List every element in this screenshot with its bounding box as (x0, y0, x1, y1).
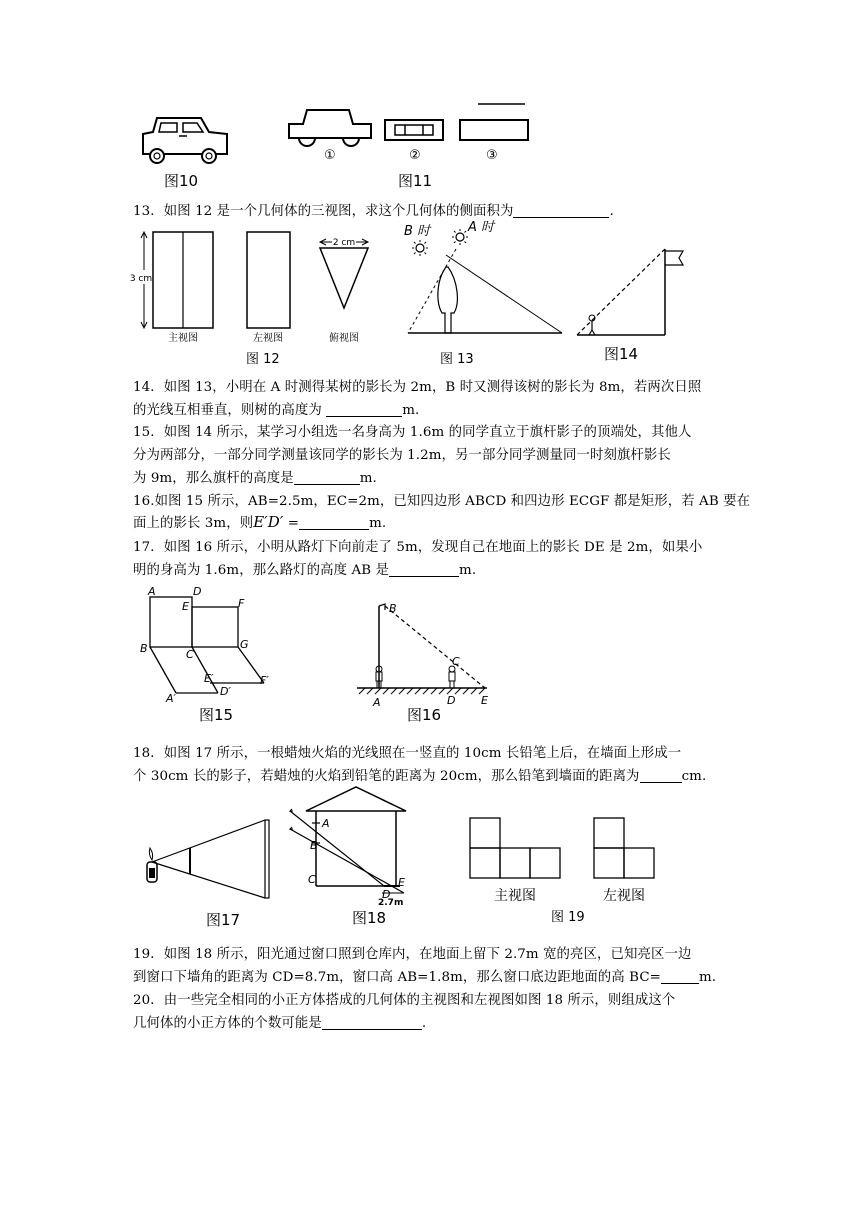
figure-18-label-c: C (308, 873, 316, 886)
figure-16-label-e: E (481, 694, 488, 707)
figure-18-label-e: E (398, 876, 405, 889)
figure-16-label-c: C (452, 655, 460, 668)
sun-icon (452, 229, 468, 245)
figure-15-label-b: B (140, 642, 148, 655)
question-20-line-2: 几何体的小正方体的个数可能是 . (133, 1016, 427, 1031)
question-13: 13．如图 12 是一个几何体的三视图，求这个几何体的侧面积为 . (133, 204, 614, 219)
figure-10-caption: 图10 (164, 172, 199, 190)
question-16-line-1: 16.如图 15 所示，AB=2.5m，EC=2m，已知四边形 ABCD 和四边形 ECGF 都是矩形，若 AB 要在 (133, 494, 751, 509)
question-19-line-1: 19．如图 18 所示，阳光通过窗口照到仓库内，在地面上留下 2.7m 宽的亮区，已知亮区一边 (133, 947, 692, 962)
figure-15-label-c: C (186, 648, 194, 661)
figure-12-front-label: 主视图 (168, 333, 198, 344)
figure-12-width-label: 2 cm (332, 238, 356, 248)
answer-blank-20[interactable] (322, 1015, 422, 1030)
question-17-line-1: 17．如图 16 所示，小明从路灯下向前走了 5m，发现自己在地面上的影长 DE 是 2m，如果小 (133, 540, 703, 555)
figure-18-label-b: B (310, 839, 318, 852)
figure-11-label-1: ① (324, 148, 336, 163)
figure-11-label-3: ③ (486, 148, 498, 163)
figure-16-street-lamp (355, 598, 505, 710)
question-19-line-2: 到窗口下墙角的距离为 CD=8.7m，窗口高 AB=1.8m，那么窗口底边距地面的高 BC= m. (133, 970, 717, 985)
person-icon (449, 666, 455, 688)
figure-12-caption: 图 12 (246, 352, 280, 367)
figure-15-rectangles (138, 585, 288, 705)
figure-12-three-views (130, 228, 400, 350)
question-13-text: 13．如图 12 是一个几何体的三视图，求这个几何体的侧面积为 (133, 204, 514, 219)
figure-15-label-d: D (193, 585, 202, 598)
figure-12-top-label: 俯视图 (329, 333, 359, 344)
sun-icon (412, 240, 428, 256)
figure-15-label-e-prime: E′ (204, 672, 214, 685)
candle-icon (147, 848, 157, 882)
figure-12-left-label: 左视图 (253, 333, 283, 344)
figure-15-label-f: F (238, 597, 245, 610)
figure-10-car (135, 110, 235, 170)
answer-blank-19[interactable] (661, 969, 699, 984)
figure-18-label-a: A (322, 817, 330, 830)
figure-11-caption: 图11 (398, 172, 433, 190)
figure-19-cube-views (466, 816, 666, 906)
question-17-line-2: 明的身高为 1.6m，那么路灯的高度 AB 是 m. (133, 563, 477, 578)
question-18-line-1: 18．如图 17 所示，一根蜡烛火焰的光线照在一竖直的 10cm 长铅笔上后，在墙面上形成一 (133, 746, 682, 761)
question-16-line-2: 面上的影长 3m，则E′D′ = m. (133, 513, 387, 531)
answer-blank-18[interactable] (640, 768, 682, 783)
figure-12-height-label: 3 cm (129, 274, 153, 284)
figure-15-label-a: A (148, 585, 156, 598)
figure-17-caption: 图17 (206, 911, 241, 929)
figure-17-candle (142, 818, 272, 903)
math-e-prime-d-prime: E′D′ (253, 513, 284, 531)
figure-15-label-f-prime: F′ (260, 674, 269, 687)
figure-16-label-d: D (447, 694, 456, 707)
question-15-line-1: 15．如图 14 所示，某学习小组选一名身高为 1.6m 的同学直立于旗杆影子的顶端处，其他人 (133, 425, 692, 440)
answer-blank-14[interactable] (326, 402, 402, 417)
figure-13-caption: 图 13 (440, 352, 474, 367)
question-18-line-2: 个 30cm 长的影子，若蜡烛的火焰到铅笔的距离为 20cm，那么铅笔到墙面的距离为 cm. (133, 769, 707, 784)
question-20-line-1: 20．由一些完全相同的小正方体搭成的几何体的主视图和左视图如图 18 所示，则组成这个 (133, 993, 676, 1008)
figure-16-caption: 图16 (407, 706, 442, 724)
figure-18-dimension: 2.7m (378, 898, 404, 908)
question-14-line-2: 的光线互相垂直，则树的高度为 m. (133, 403, 420, 418)
figure-15-label-e: E (182, 600, 189, 613)
figure-18-warehouse (286, 783, 426, 908)
figure-19-caption: 图 19 (551, 910, 585, 925)
figure-15-label-d-prime: D′ (220, 685, 231, 698)
figure-11-label-2: ② (409, 148, 421, 163)
question-14-line-1: 14．如图 13，小明在 A 时测得某树的影长为 2m，B 时又测得该树的影长为 8m，若两次日照 (133, 380, 702, 395)
figure-15-label-g: G (240, 638, 249, 651)
figure-14-flagpole (575, 245, 685, 340)
figure-13-b-label: B 时 (404, 224, 431, 239)
figure-19-left-label: 左视图 (603, 888, 645, 904)
figure-19-front-label: 主视图 (494, 888, 536, 904)
question-15-line-3: 为 9m，那么旗杆的高度是 m. (133, 471, 377, 486)
figure-16-label-a: A (373, 696, 381, 709)
figure-16-label-b: B (389, 602, 397, 615)
answer-blank-17[interactable] (389, 562, 459, 577)
figure-18-caption: 图18 (352, 909, 387, 927)
figure-14-caption: 图14 (604, 345, 639, 363)
figure-13-tree-shadow (400, 215, 570, 340)
answer-blank-16[interactable] (299, 515, 369, 530)
figure-15-caption: 图15 (199, 706, 234, 724)
figure-15-label-a-prime: A′ (166, 692, 177, 705)
figure-18-label-d: D (382, 888, 391, 901)
figure-13-a-label: A 时 (468, 220, 495, 235)
answer-blank-15[interactable] (294, 470, 360, 485)
question-15-line-2: 分为两部分，一部分同学测量该同学的影长为 1.2m，另一部分同学测量同一时刻旗杆影长 (133, 448, 671, 463)
